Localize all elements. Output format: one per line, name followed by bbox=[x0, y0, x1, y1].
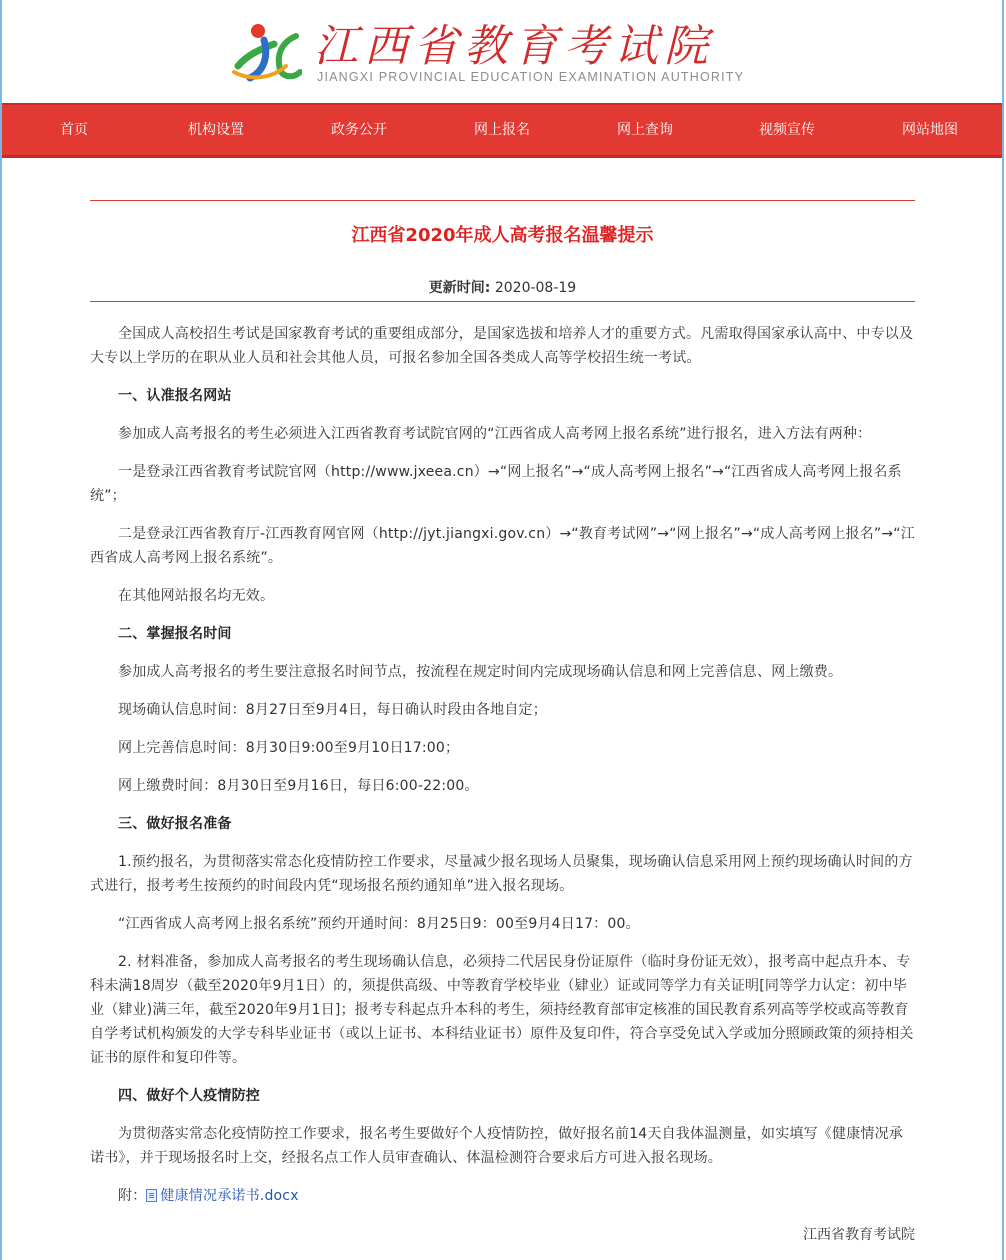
site-name-en: JIANGXI PROVINCIAL EDUCATION EXAMINATION AUTHORITY bbox=[317, 70, 745, 84]
intro-paragraph: 全国成人高校招生考试是国家教育考试的重要组成部分，是国家选拔和培养人才的重要方式。凡需取得国家承认高中、中专以及大专以上学历的在职从业人员和社会其他人员，可报名参加全国各类成人高等学校招生统一考试。 bbox=[90, 326, 914, 366]
nav-item-online-registration[interactable]: 网上报名 bbox=[474, 122, 530, 138]
logo-icon[interactable] bbox=[230, 22, 302, 82]
paragraph: 参加成人高考报名的考生必须进入江西省教育考试院官网的“江西省成人高考网上报名系统”进行报名，进入方法有两种： bbox=[118, 426, 872, 442]
paragraph: 现场确认信息时间：8月27日至9月4日，每日确认时段由各地自定； bbox=[118, 702, 547, 718]
nav-item-sitemap[interactable]: 网站地图 bbox=[902, 122, 958, 138]
nav-item-home[interactable]: 首页 bbox=[60, 122, 88, 138]
paragraph: 网上完善信息时间：8月30日9:00至9月10日17:00； bbox=[118, 740, 460, 756]
nav-item-organization[interactable]: 机构设置 bbox=[188, 122, 244, 138]
section-heading-epidemic: 四、做好个人疫情防控 bbox=[118, 1088, 260, 1104]
paragraph: 2. 材料准备，参加成人高考报名的考生现场确认信息，必须持二代居民身份证原件（临时身份证无效），报考高中起点升本、专科未满18周岁（截至2020年9月1日）的，须提供高级、中等教育学校毕业（肄业）证或同等学力有关证明[同等学力认定：初中毕业（肄业)满三年，截至2020年9月1日]；报考专科起点升本科的考生，须持经教育部审定核准的国民教育系列高等学校或高等教育自学考试机构颁发的大学专科毕业证书（或以上证书、本科结业证书）原件及复印件，符合享受免试入学或加分照顾政策的须持相关证书的原件和复印件等。 bbox=[90, 954, 914, 1066]
nav-item-video[interactable]: 视频宣传 bbox=[759, 122, 815, 138]
paragraph: 1.预约报名，为贯彻落实常态化疫情防控工作要求，尽量减少报名现场人员聚集，现场确认信息采用网上预约现场确认时间的方式进行，报考考生按预约的时间段内凭“现场报名预约通知单”进入报名现场。 bbox=[90, 854, 913, 894]
site-name-cn: 江西省教育考试院 bbox=[314, 21, 714, 72]
attachment-line bbox=[90, 1184, 915, 1208]
update-time-label: 更新时间: bbox=[428, 280, 491, 296]
article-title: 江西省2020年成人高考报名温馨提示 bbox=[351, 225, 654, 246]
signature: 江西省教育考试院 bbox=[803, 1227, 915, 1243]
paragraph: 为贯彻落实常态化疫情防控工作要求，报名考生要做好个人疫情防控，做好报名前14天自我体温测量，如实填写《健康情况承诺书》，并于现场报名时上交，经报名点工作人员审查确认、体温检测符合要求后方可进入报名现场。 bbox=[90, 1126, 904, 1166]
paragraph: 二是登录江西省教育厅-江西教育网官网（http://jyt.jiangxi.gov.cn）→“教育考试网”→“网上报名”→“成人高考网上报名”→“江西省成人高考网上报名系统”。 bbox=[90, 526, 915, 566]
section-heading-preparation: 三、做好报名准备 bbox=[118, 816, 232, 832]
paragraph: 在其他网站报名均无效。 bbox=[118, 588, 275, 604]
site-header bbox=[0, 0, 1006, 103]
attachment-link[interactable]: 健康情况承诺书.docx bbox=[160, 1188, 299, 1204]
document-icon bbox=[146, 1189, 157, 1202]
paragraph: “江西省成人高考网上报名系统”预约开通时间：8月25日9：00至9月4日17：00。 bbox=[118, 916, 640, 932]
section-heading-time: 二、掌握报名时间 bbox=[118, 626, 232, 642]
paragraph: 网上缴费时间：8月30日至9月16日，每日6:00-22:00。 bbox=[118, 778, 479, 794]
paragraph: 参加成人高考报名的考生要注意报名时间节点，按流程在规定时间内完成现场确认信息和网上完善信息、网上缴费。 bbox=[118, 664, 843, 680]
main-nav bbox=[2, 103, 1002, 158]
meta-divider bbox=[90, 301, 915, 302]
nav-item-online-query[interactable]: 网上查询 bbox=[617, 122, 673, 138]
paragraph: 一是登录江西省教育考试院官网（http://www.jxeea.cn）→“网上报名”→“成人高考网上报名”→“江西省成人高考网上报名系统”； bbox=[90, 464, 902, 504]
update-time-value: 2020-08-19 bbox=[494, 280, 577, 296]
section-heading-website: 一、认准报名网站 bbox=[118, 388, 232, 404]
attachment-label: 附： bbox=[118, 1188, 147, 1204]
article-meta bbox=[90, 277, 915, 299]
nav-item-government-affairs[interactable]: 政务公开 bbox=[331, 122, 387, 138]
top-divider bbox=[90, 200, 915, 201]
